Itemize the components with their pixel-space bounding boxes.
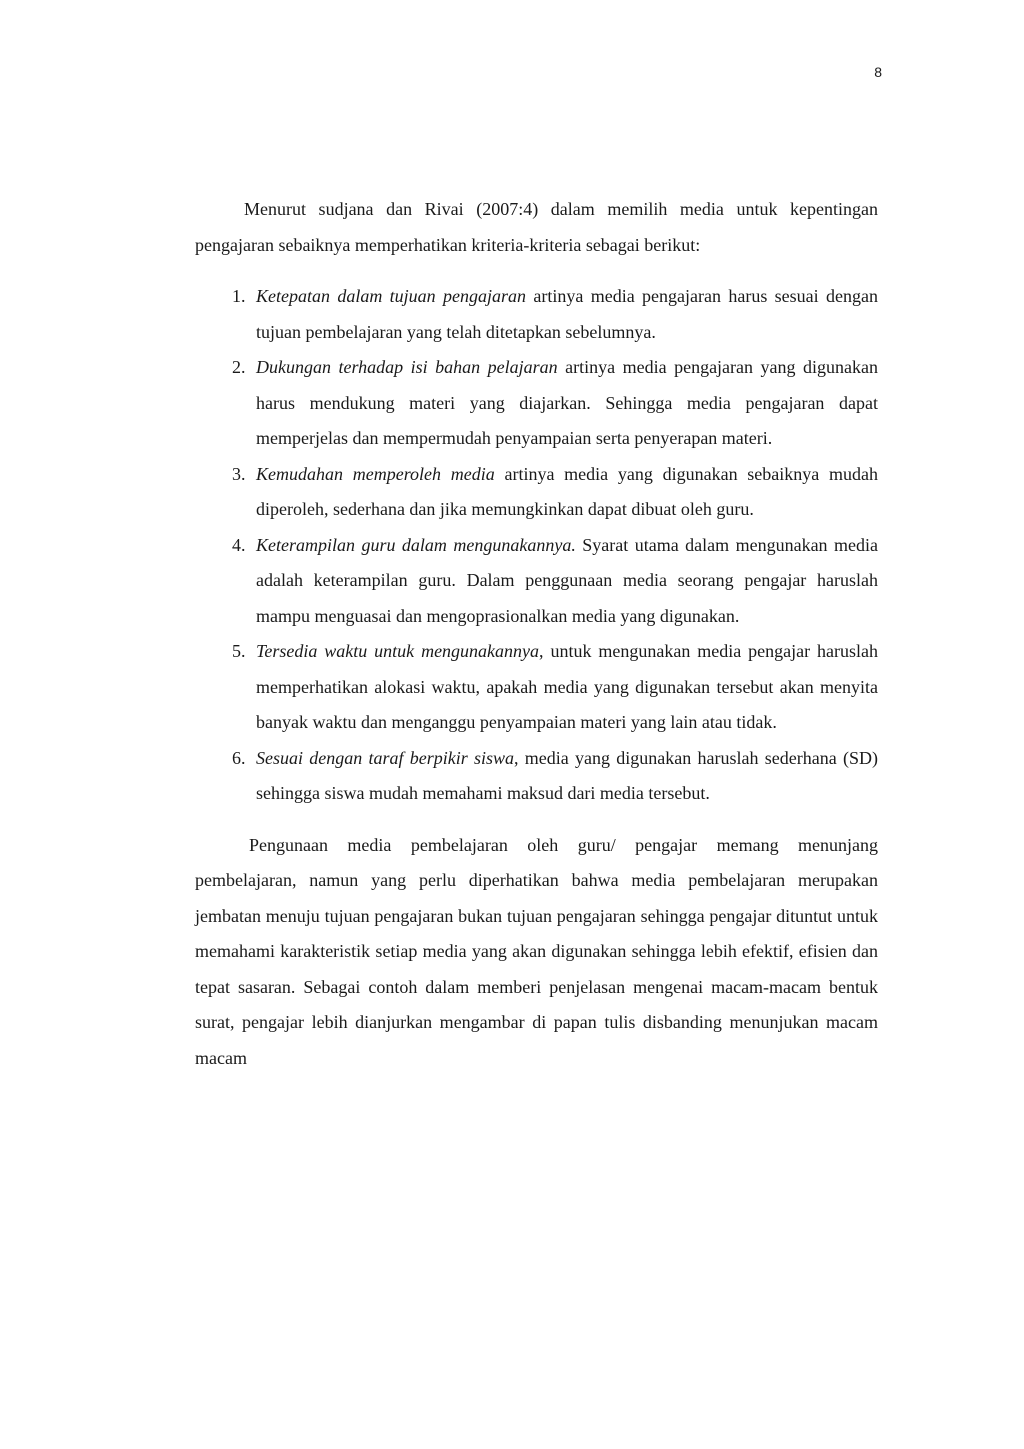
criteria-term: Ketepatan dalam tujuan pengajaran — [256, 286, 527, 306]
criteria-item — [232, 279, 878, 350]
criteria-number: 6. — [232, 747, 246, 768]
criteria-number: 3. — [232, 463, 246, 484]
criteria-text: Syarat utama dalam mengunakan media adalah keterampilan guru. Dalam penggunaan media seorang pengajar haruslah mampu menguasai dan mengoprasionalkan media yang digunakan. — [256, 534, 878, 626]
criteria-text: , media yang digunakan haruslah sederhana (SD) sehingga siswa mudah memahami maksud dari media tersebut. — [256, 747, 878, 803]
criteria-item — [232, 634, 878, 741]
criteria-item — [232, 457, 878, 528]
criteria-term: Kemudahan memperoleh media — [256, 463, 495, 484]
criteria-text: artinya media pengajaran yang digunakan harus mendukung materi yang diajarkan. Sehingga media pengajaran dapat memperjelas dan mempermudah penyampaian serta penyerapan materi. — [256, 357, 878, 448]
criteria-term: Dukungan terhadap isi bahan pelajaran — [256, 357, 558, 377]
criteria-number: 2. — [232, 357, 246, 377]
criteria-text: artinya media yang digunakan sebaiknya mudah diperoleh, sederhana dan jika memungkinkan dapat dibuat oleh guru. — [256, 463, 878, 519]
closing-paragraph: Pengunaan media pembelajaran oleh guru/ pengajar memang menunjang pembelajaran, namun yang perlu diperhatikan bahwa media pembelajaran merupakan jembatan menuju tujuan pengajaran bukan tujuan pengajaran sehingga pengajar dituntut untuk memahami karakteristik setiap media yang akan digunakan sehingga lebih efektif, efisien dan tepat sasaran. Sebagai contoh dalam memberi penjelasan mengenai macam-macam bentuk surat, pengajar lebih dianjurkan mengambar di papan tulis disbanding menunjukan macam macam — [195, 834, 878, 1068]
criteria-number: 4. — [232, 534, 246, 555]
criteria-term: Keterampilan guru dalam mengunakannya. — [256, 534, 576, 555]
criteria-number: 1. — [232, 286, 246, 306]
criteria-number: 5. — [232, 641, 246, 661]
intro-paragraph: Menurut sudjana dan Rivai (2007:4) dalam memilih media untuk kepentingan pengajaran sebaiknya memperhatikan kriteria-kriteria sebagai berikut: — [195, 199, 878, 255]
criteria-list — [195, 279, 878, 812]
criteria-item — [232, 741, 878, 812]
criteria-term: Sesuai dengan taraf berpikir siswa — [256, 747, 515, 768]
criteria-text: , untuk mengunakan media pengajar haruslah memperhatikan alokasi waktu, apakah media yang digunakan tersebut akan menyita banyak waktu dan menganggu penyampaian materi yang lain atau tidak. — [256, 641, 878, 732]
criteria-item — [232, 350, 878, 457]
page-body — [195, 192, 878, 1076]
page-number: 8 — [874, 64, 882, 80]
criteria-term: Tersedia waktu untuk mengunakannya — [256, 641, 540, 661]
criteria-text: artinya media pengajaran harus sesuai dengan tujuan pembelajaran yang telah ditetapkan sebelumnya. — [256, 286, 878, 342]
criteria-item — [232, 528, 878, 635]
